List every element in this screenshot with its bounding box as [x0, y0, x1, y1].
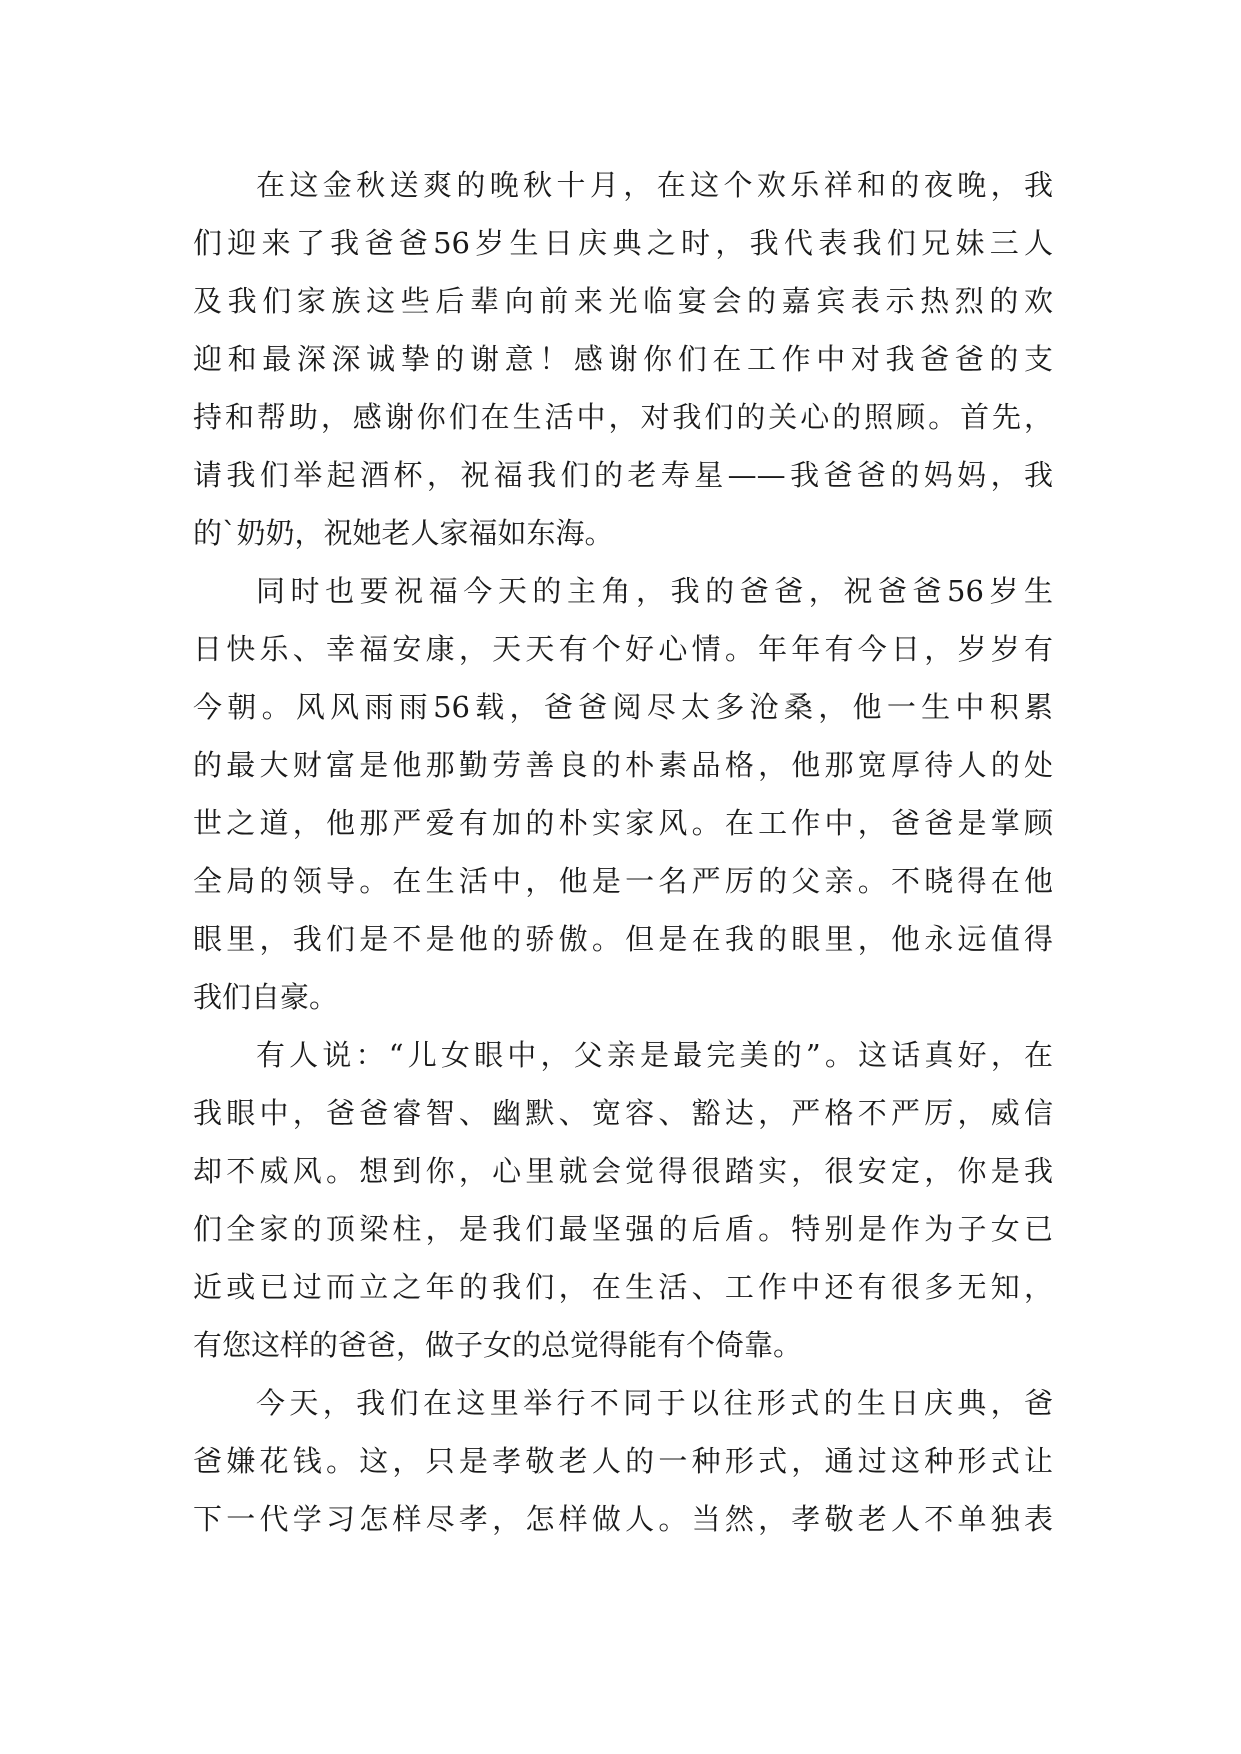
text-line: 有您这样的爸爸，做子女的总觉得能有个倚靠。	[193, 1328, 803, 1362]
text-line: 下一代学习怎样尽孝，怎样做人。当然，孝敬老人不单独表	[193, 1502, 1053, 1536]
text-line: 今天，我们在这里举行不同于以往形式的生日庆典，爸	[256, 1386, 1053, 1420]
text-line: 同时也要祝福今天的主角，我的爸爸，祝爸爸56岁生	[256, 574, 1053, 608]
text-line: 迎和最深深诚挚的谢意！感谢你们在工作中对我爸爸的支	[193, 342, 1053, 376]
text-line: 今朝。风风雨雨56载，爸爸阅尽太多沧桑，他一生中积累	[193, 690, 1053, 724]
paragraph-2	[193, 562, 1053, 1026]
text-line: 们全家的顶梁柱，是我们最坚强的后盾。特别是作为子女已	[193, 1212, 1053, 1246]
text-line: 及我们家族这些后辈向前来光临宴会的嘉宾表示热烈的欢	[193, 284, 1053, 318]
text-line: 眼里，我们是不是他的骄傲。但是在我的眼里，他永远值得	[193, 922, 1053, 956]
text-line: 持和帮助，感谢你们在生活中，对我们的关心的照顾。首先，	[193, 400, 1053, 434]
text-line: 全局的领导。在生活中，他是一名严厉的父亲。不晓得在他	[193, 864, 1053, 898]
text-line: 我们自豪。	[193, 980, 339, 1014]
text-line: 却不威风。想到你，心里就会觉得很踏实，很安定，你是我	[193, 1154, 1053, 1188]
text-line: 爸嫌花钱。这，只是孝敬老人的一种形式，通过这种形式让	[193, 1444, 1053, 1478]
text-line: 的最大财富是他那勤劳善良的朴素品格，他那宽厚待人的处	[193, 748, 1053, 782]
paragraph-4	[193, 1374, 1053, 1548]
text-line: 近或已过而立之年的我们，在生活、工作中还有很多无知，	[193, 1270, 1053, 1304]
paragraph-3	[193, 1026, 1053, 1374]
text-line: 的`奶奶，祝她老人家福如东海。	[193, 516, 614, 550]
text-line: 我眼中，爸爸睿智、幽默、宽容、豁达，严格不严厉，威信	[193, 1096, 1053, 1130]
text-line: 有人说：“儿女眼中，父亲是最完美的”。这话真好，在	[256, 1038, 1053, 1072]
text-line: 请我们举起酒杯，祝福我们的老寿星——我爸爸的妈妈，我	[193, 458, 1053, 492]
paragraph-1	[193, 156, 1053, 562]
text-line: 日快乐、幸福安康，天天有个好心情。年年有今日，岁岁有	[193, 632, 1053, 666]
text-line: 在这金秋送爽的晚秋十月，在这个欢乐祥和的夜晚，我	[256, 168, 1053, 202]
document-body	[193, 156, 1053, 1548]
text-line: 们迎来了我爸爸56岁生日庆典之时，我代表我们兄妹三人	[193, 226, 1053, 260]
text-line: 世之道，他那严爱有加的朴实家风。在工作中，爸爸是掌顾	[193, 806, 1053, 840]
